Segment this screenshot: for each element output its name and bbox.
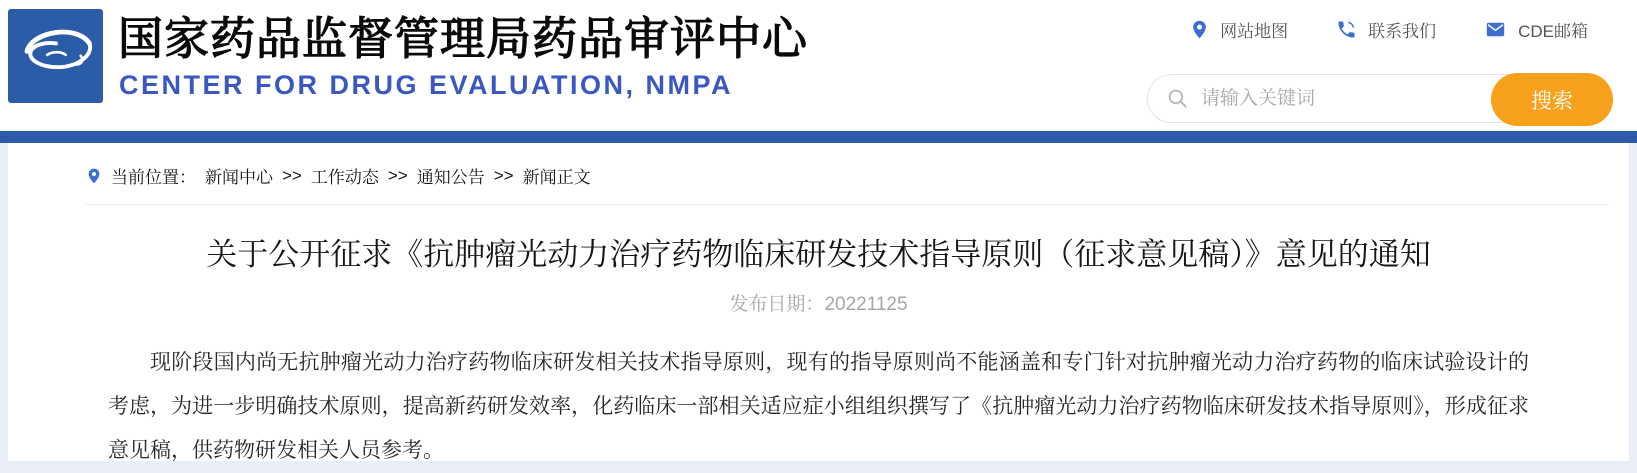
cde-swoosh-icon (12, 10, 100, 103)
article-body: 现阶段国内尚无抗肿瘤光动力治疗药物临床研发相关技术指导原则，现有的指导原则尚不能涵盖和专门针对抗肿瘤光动力治疗药物的临床试验设计的考虑，为进一步明确技术原则，提高新药研发效率，化药临床一部相关适应症小组组织撰写了《抗肿瘤光动力治疗药物临床研发技术指导原则》，形成征求意见稿，供药物研发相关人员参考。 (108, 351, 1529, 462)
link-contact-label: 联系我们 (1368, 22, 1437, 41)
envelope-icon (1484, 20, 1507, 39)
breadcrumb-item-notices[interactable]: 通知公告 (416, 168, 485, 187)
cde-logo[interactable] (8, 9, 103, 103)
search-button[interactable]: 搜索 (1491, 73, 1613, 126)
breadcrumb-item-work-updates[interactable]: 工作动态 (310, 168, 379, 187)
breadcrumb-separator: >> (387, 165, 408, 185)
search-box (1147, 74, 1612, 123)
quick-links (1190, 17, 1588, 42)
org-subtitle: CENTER FOR DRUG EVALUATION, NMPA (119, 70, 733, 100)
org-title: 国家药品监督管理局药品审评中心 (118, 13, 809, 64)
breadcrumb-divider (86, 204, 1609, 205)
header-divider-bar (0, 131, 1637, 143)
breadcrumb-separator: >> (282, 165, 302, 185)
link-sitemap-label: 网站地图 (1220, 22, 1289, 41)
content-card (8, 143, 1629, 461)
phone-icon (1336, 19, 1357, 40)
breadcrumb-label: 当前位置： (111, 168, 196, 187)
link-contact[interactable] (1336, 17, 1436, 42)
publish-date-value: 20221125 (824, 294, 908, 315)
publish-date (8, 289, 1629, 316)
search-icon (1166, 87, 1189, 110)
breadcrumb-item-article[interactable]: 新闻正文 (522, 168, 591, 187)
breadcrumb-separator: >> (493, 165, 514, 185)
site-header (0, 0, 1637, 131)
link-cde-mail[interactable] (1484, 17, 1588, 42)
breadcrumb-item-news-center[interactable]: 新闻中心 (205, 168, 273, 187)
article-title: 关于公开征求《抗肿瘤光动力治疗药物临床研发技术指导原则（征求意见稿）》意见的通知 (206, 237, 1431, 272)
map-pin-icon (1190, 18, 1209, 41)
publish-date-label: 发布日期： (729, 294, 825, 315)
location-pin-icon (86, 166, 102, 186)
link-sitemap[interactable] (1190, 17, 1288, 42)
link-cde-mail-label: CDE邮箱 (1518, 22, 1588, 41)
breadcrumb (86, 163, 1629, 188)
